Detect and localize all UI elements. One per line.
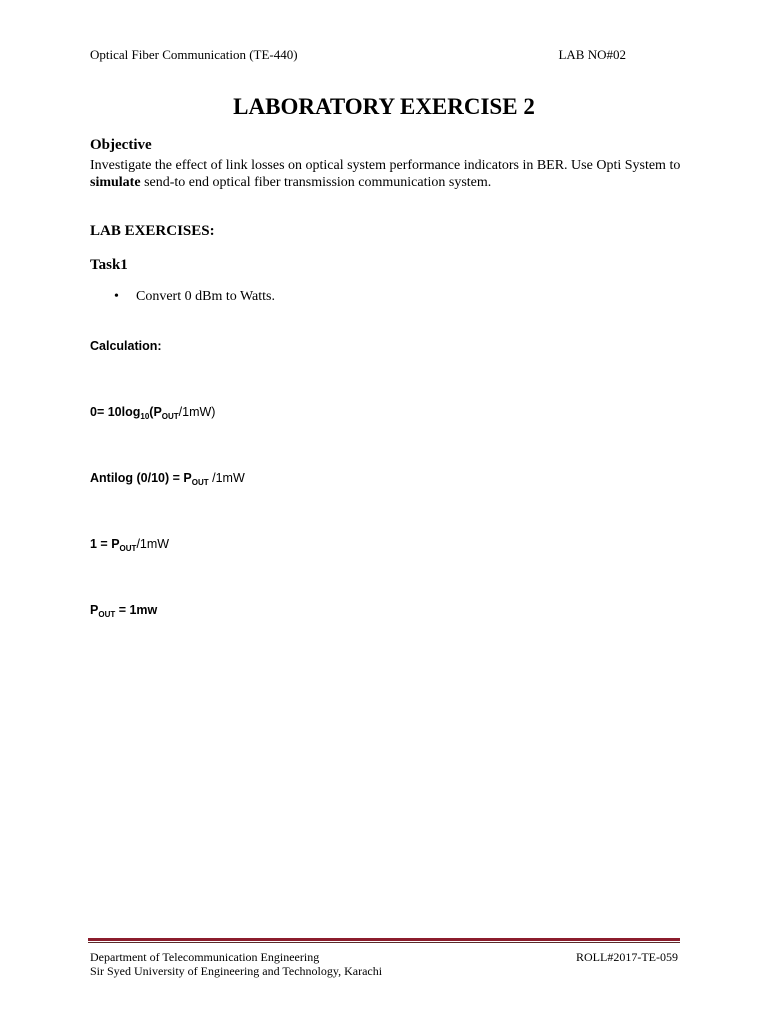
- lab-exercises-heading: LAB EXERCISES:: [90, 223, 215, 239]
- equation-4: [90, 603, 157, 619]
- eq3-lhs: 1 = P: [90, 537, 120, 551]
- eq4-tail: = 1mw: [115, 603, 158, 617]
- task-heading: Task1: [90, 257, 128, 273]
- eq3-out-subscript: OUT: [119, 544, 137, 553]
- footer-rule-thin: [88, 942, 680, 943]
- objective-text-bold: simulate: [90, 175, 141, 190]
- bullet-marker: •: [114, 289, 119, 304]
- header-course: Optical Fiber Communication (TE-440): [90, 47, 298, 62]
- eq2-lhs: Antilog (0/10) = P: [90, 471, 192, 485]
- task-bullet-text: Convert 0 dBm to Watts.: [136, 289, 276, 304]
- footer-university: Sir Syed University of Engineering and Technology, Karachi: [90, 964, 383, 978]
- equation-1: [90, 405, 215, 421]
- eq4-out-subscript: OUT: [98, 610, 116, 619]
- objective-text-part1: Investigate the effect of link losses on optical system performance indicators in BER. Use Opti System to: [90, 158, 681, 173]
- eq2-out-subscript: OUT: [191, 478, 209, 487]
- eq1-lhs: 0= 10log: [90, 405, 141, 419]
- eq1-open: (P: [149, 405, 162, 419]
- eq3-tail: /1mW: [136, 537, 170, 551]
- footer-department: Department of Telecommunication Engineering: [90, 950, 320, 964]
- footer-rule: [88, 938, 680, 941]
- footer-roll-number: ROLL#2017-TE-059: [576, 950, 678, 964]
- eq1-log-base: 10: [140, 412, 150, 421]
- footer-institution: [90, 950, 382, 978]
- objective-text-part2: send-to end optical fiber transmission communication system.: [140, 175, 492, 190]
- objective-text: [90, 157, 690, 191]
- eq1-out-subscript: OUT: [161, 412, 179, 421]
- header-lab-number: LAB NO#02: [558, 47, 626, 62]
- objective-heading: Objective: [90, 137, 152, 153]
- eq1-tail: /1mW): [178, 405, 216, 419]
- equation-3: [90, 537, 169, 553]
- eq2-tail: /1mW: [208, 471, 245, 485]
- equation-2: [90, 471, 245, 487]
- page-title: LABORATORY EXERCISE 2: [233, 94, 535, 119]
- eq4-lhs: P: [90, 603, 99, 617]
- calculation-heading: Calculation:: [90, 339, 162, 353]
